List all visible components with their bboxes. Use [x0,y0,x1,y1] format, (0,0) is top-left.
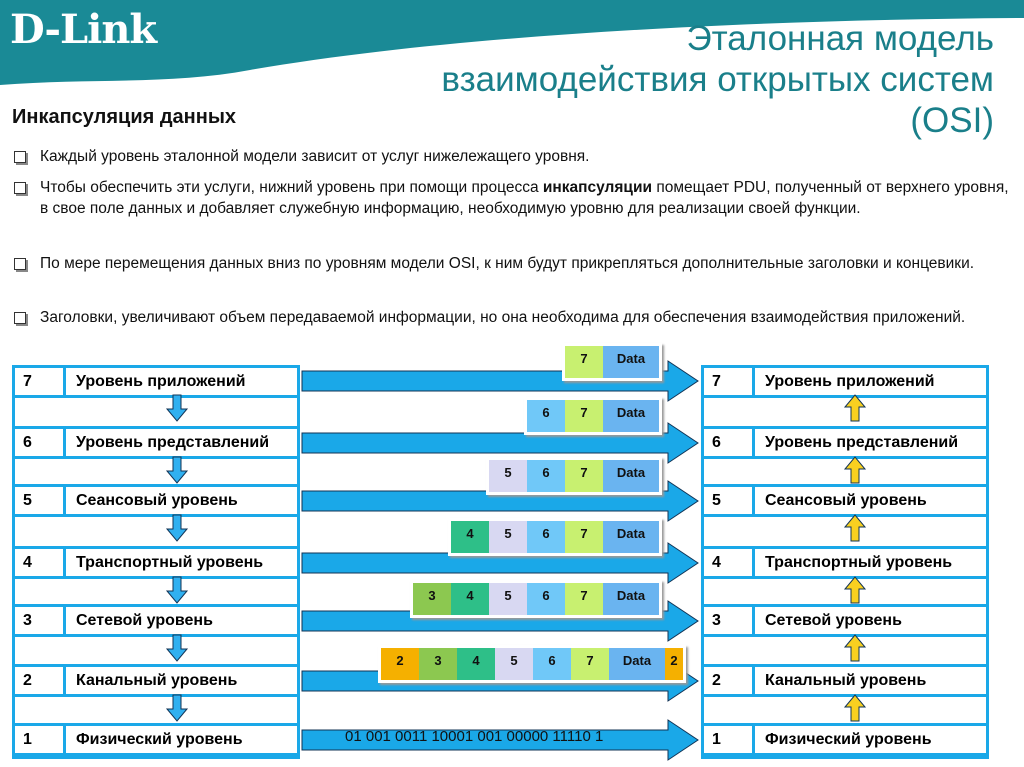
header-cell: 5 [489,583,527,615]
arrow-up-icon [845,515,865,541]
header-cell: 6 [527,583,565,615]
arrow-down-icon [167,515,187,541]
header-cell: 5 [489,521,527,553]
layer-number: 1 [704,726,755,753]
arrow-down-icon [167,395,187,421]
pdu-packet [486,457,662,495]
layer-number: 5 [704,487,755,514]
layer-number: 4 [704,549,755,576]
layer-number: 3 [15,607,66,634]
header-cell: 6 [527,521,565,553]
header-cell: 4 [451,583,489,615]
header-cell: 3 [419,648,457,680]
header-cell: 2 [381,648,419,680]
header-cell: 5 [495,648,533,680]
layer-name: Сетевой уровень [765,612,902,629]
pdu-packet [562,343,662,381]
arrow-down-icon [167,695,187,721]
layer-name: Физический уровень [76,731,243,748]
pdu-packet [410,580,662,618]
bullet-text: Заголовки, увеличивают объем передаваемой информации, но она необходима для обеспечения взаимодействия приложений. [40,309,966,326]
arrow-up-icon [845,395,865,421]
data-cell: Data [603,346,659,378]
trailer-cell: 2 [665,648,683,680]
layer-number: 5 [15,487,66,514]
pdu-packet [448,518,662,556]
layer-name: Канальный уровень [765,672,927,689]
bullet-text: Чтобы обеспечить эти услуги, нижний уровень при помощи процесса [40,179,543,196]
header-cell: 7 [565,521,603,553]
layer-number: 6 [15,429,66,456]
arrow-down-icon [167,635,187,661]
data-cell: Data [603,400,659,432]
data-cell: Data [609,648,665,680]
header-cell: 7 [565,346,603,378]
data-cell: Data [603,460,659,492]
header-cell: 6 [527,460,565,492]
layer-number: 4 [15,549,66,576]
header-cell: 7 [565,583,603,615]
arrow-up-icon [845,577,865,603]
bullet-text: Каждый уровень эталонной модели зависит от услуг нижележащего уровня. [40,148,590,165]
arrow-down-icon [167,457,187,483]
pdu-packet [378,645,686,683]
pdu-packet [524,397,662,435]
header-cell: 7 [571,648,609,680]
bullet-text: По мере перемещения данных вниз по уровням модели OSI, к ним будут прикрепляться дополнительные заголовки и концевики. [40,255,975,272]
header-cell: 5 [489,460,527,492]
title-line: Эталонная модель [686,19,994,58]
bullet-bold: инкапсуляции [542,179,653,196]
layer-number: 3 [704,607,755,634]
header-cell: 4 [451,521,489,553]
arrow-up-icon [845,457,865,483]
layer-number: 6 [704,429,755,456]
layer-name: Уровень приложений [76,373,246,390]
header-cell: 6 [527,400,565,432]
bit-stream: 01 001 0011 10001 001 00000 11110 1 [345,728,604,745]
layer-name: Физический уровень [765,731,932,748]
header-cell: 4 [457,648,495,680]
header-cell: 6 [533,648,571,680]
header-cell: 7 [565,400,603,432]
d-link-logo: D-Link [10,6,157,53]
bullet-text: помещает PDU, полученный от верхнего уровня, в свое поле данных и добавляет служебную информацию, необходимую уровню для реализации своей функции. [40,179,1009,217]
header-cell: 7 [565,460,603,492]
section-heading: Инкапсуляция данных [12,106,237,128]
layer-name: Сеансовый уровень [765,492,927,509]
title-line: (OSI) [910,101,994,140]
layer-name: Сеансовый уровень [76,492,238,509]
layer-name: Уровень представлений [765,434,959,451]
layer-number: 2 [704,667,755,694]
layer-name: Канальный уровень [76,672,238,689]
arrow-up-icon [845,695,865,721]
title-line: взаимодействия открытых систем [441,60,994,99]
layer-name: Сетевой уровень [76,612,213,629]
layer-name: Уровень представлений [76,434,270,451]
data-cell: Data [603,583,659,615]
layer-number: 1 [15,726,66,753]
arrow-down-icon [167,577,187,603]
layer-name: Транспортный уровень [76,554,264,571]
header-cell: 3 [413,583,451,615]
layer-name: Транспортный уровень [765,554,953,571]
arrow-up-icon [845,635,865,661]
data-cell: Data [603,521,659,553]
layer-number: 2 [15,667,66,694]
layer-name: Уровень приложений [765,373,935,390]
layer-number: 7 [704,368,755,395]
layer-number: 7 [15,368,66,395]
